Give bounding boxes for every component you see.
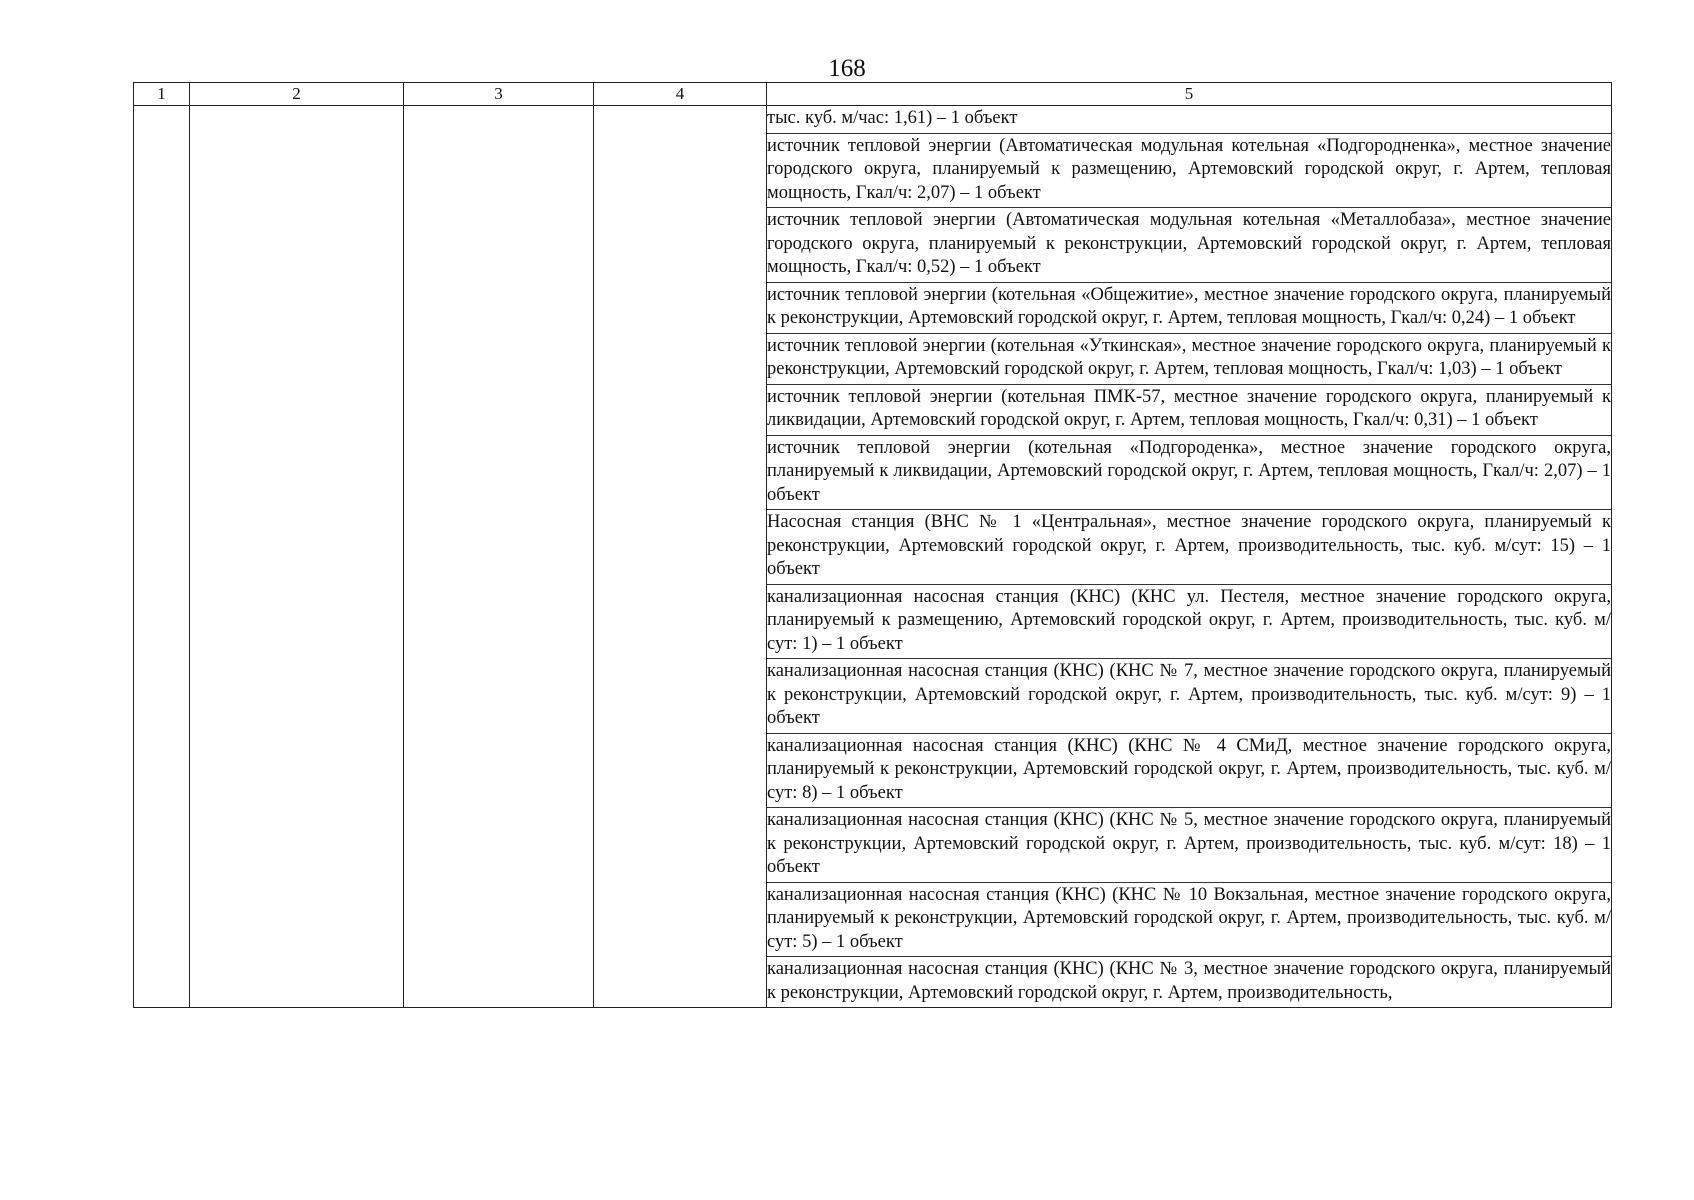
column-2-cell [190, 106, 404, 1008]
table-entry: источник тепловой энергии (котельная «Подгороденка», местное значение городского округа, планируемый к ликвидации, Артемовский городской округ, г. Артем, тепловая мощность, Гкал/ч: 2,07) – 1 объект [767, 436, 1611, 511]
table-entry: канализационная насосная станция (КНС) (КНС № 3, местное значение городского округа, планируемый к реконструкции, Артемовский городской округ, г. Артем, производительность, [767, 959, 1611, 1003]
table-entry: источник тепловой энергии (котельная «Уткинская», местное значение городского округа, планируемый к реконструкции, Артемовский городской округ, г. Артем, тепловая мощность, Гкал/ч: 1,03) – 1 объект [767, 334, 1611, 385]
column-header-2: 2 [190, 83, 404, 106]
table-entry: канализационная насосная станция (КНС) (КНС ул. Пестеля, местное значение городского округа, планируемый к размещению, Артемовский городской округ, г. Артем, производительность, тыс. куб. м/сут: 1) – 1 объект [767, 585, 1611, 660]
column-1-cell [134, 106, 190, 1008]
table-body-row [134, 106, 1612, 1008]
document-table [133, 82, 1612, 1008]
column-5-cell [767, 106, 1612, 1008]
table-entry: источник тепловой энергии (Автоматическая модульная котельная «Металлобаза», местное значение городского округа, планируемый к реконструкции, Артемовский городской округ, г. Артем, тепловая мощность, Гкал/ч: 0,52) – 1 объект [767, 208, 1611, 283]
column-header-3: 3 [404, 83, 594, 106]
column-header-4: 4 [594, 83, 767, 106]
table-entry: канализационная насосная станция (КНС) (КНС № 4 СМиД, местное значение городского округа, планируемый к реконструкции, Артемовский городской округ, г. Артем, производительность, тыс. куб. м/сут: 8) – 1 объект [767, 734, 1611, 809]
table-entry: источник тепловой энергии (котельная ПМК-57, местное значение городского округа, планируемый к ликвидации, Артемовский городской округ, г. Артем, тепловая мощность, Гкал/ч: 0,31) – 1 объект [767, 385, 1611, 436]
table-entry: канализационная насосная станция (КНС) (КНС № 5, местное значение городского округа, планируемый к реконструкции, Артемовский городской округ, г. Артем, производительность, тыс. куб. м/сут: 18) – 1 объект [767, 808, 1611, 883]
table-entry: канализационная насосная станция (КНС) (КНС № 7, местное значение городского округа, планируемый к реконструкции, Артемовский городской округ, г. Артем, производительность, тыс. куб. м/сут: 9) – 1 объект [767, 659, 1611, 734]
column-header-5: 5 [767, 83, 1612, 106]
table-entry: канализационная насосная станция (КНС) (КНС № 10 Вокзальная, местное значение городского округа, планируемый к реконструкции, Артемовский городской округ, г. Артем, производительность, тыс. куб. м/сут: 5) – 1 объект [767, 883, 1611, 958]
table-entry: Насосная станция (ВНС № 1 «Центральная», местное значение городского округа, планируемый к реконструкции, Артемовский городской округ, г. Артем, производительность, тыс. куб. м/сут: 15) – 1 объект [767, 510, 1611, 585]
table-header-row [134, 83, 1612, 106]
column-4-cell [594, 106, 767, 1008]
table-entry: тыс. куб. м/час: 1,61) – 1 объект [767, 106, 1611, 134]
table-entry: источник тепловой энергии (котельная «Общежитие», местное значение городского округа, планируемый к реконструкции, Артемовский городской округ, г. Артем, тепловая мощность, Гкал/ч: 0,24) – 1 объект [767, 283, 1611, 334]
table-entry: источник тепловой энергии (Автоматическая модульная котельная «Подгородненка», местное значение городского округа, планируемый к размещению, Артемовский городской округ, г. Артем, тепловая мощность, Гкал/ч: 2,07) – 1 объект [767, 134, 1611, 209]
page-number: 168 [828, 55, 866, 82]
column-header-1: 1 [134, 83, 190, 106]
column-3-cell [404, 106, 594, 1008]
